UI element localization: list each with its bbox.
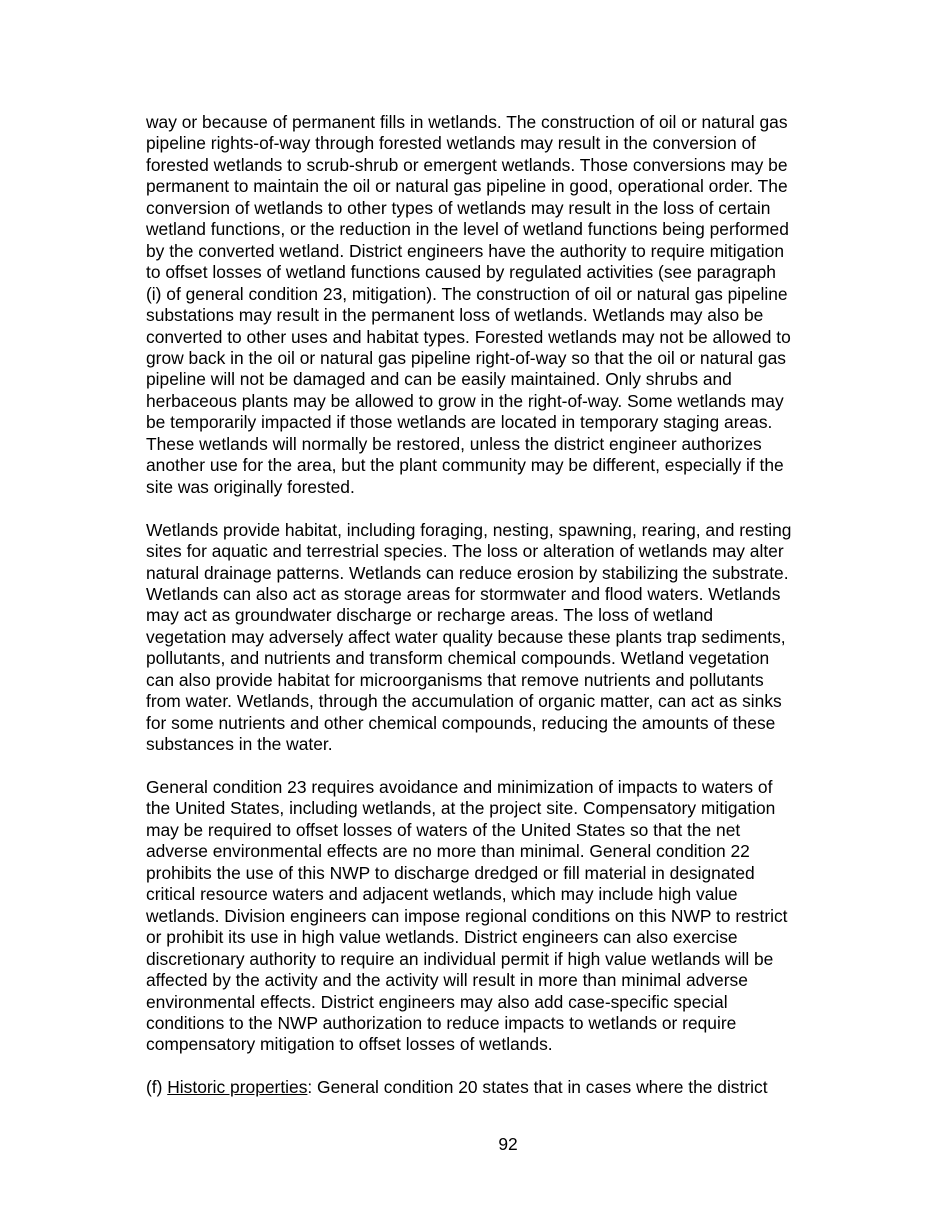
section-prefix: (f): [146, 1077, 168, 1098]
text-line: grow back in the oil or natural gas pipeline right-of-way so that the oil or natural gas: [146, 347, 786, 368]
text-line: (i) of general condition 23, mitigation). The construction of oil or natural gas pipeline: [146, 283, 788, 304]
text-line: natural drainage patterns. Wetlands can reduce erosion by stabilizing the substrate.: [146, 562, 789, 583]
text-line: to offset losses of wetland functions caused by regulated activities (see paragraph: [146, 262, 776, 283]
text-line: pollutants, and nutrients and transform chemical compounds. Wetland vegetation: [146, 648, 770, 669]
text-line: site was originally forested.: [146, 476, 355, 497]
text-line: be temporarily impacted if those wetlands are located in temporary staging areas.: [146, 412, 773, 433]
text-line: conversion of wetlands to other types of wetlands may result in the loss of certain: [146, 197, 771, 218]
text-line: the United States, including wetlands, at the project site. Compensatory mitigation: [146, 798, 776, 819]
text-line: or prohibit its use in high value wetlands. District engineers can also exercise: [146, 927, 738, 948]
text-line: affected by the activity and the activity will result in more than minimal adverse: [146, 970, 748, 991]
text-line: may act as groundwater discharge or recharge areas. The loss of wetland: [146, 605, 714, 626]
text-line: herbaceous plants may be allowed to grow in the right-of-way. Some wetlands may: [146, 390, 784, 411]
text-line: permanent to maintain the oil or natural gas pipeline in good, operational order. The: [146, 176, 788, 197]
text-line: These wetlands will normally be restored, unless the district engineer authorizes: [146, 433, 762, 454]
text-line: critical resource waters and adjacent wetlands, which may include high value: [146, 884, 738, 905]
text-line: way or because of permanent fills in wetlands. The construction of oil or natural gas: [146, 112, 788, 132]
text-line: can also provide habitat for microorganisms that remove nutrients and pollutants: [146, 669, 764, 690]
text-line: compensatory mitigation to offset losses of wetlands.: [146, 1034, 553, 1055]
paragraph-gap: [146, 756, 840, 777]
text-line: wetlands. Division engineers can impose regional conditions on this NWP to restrict: [146, 905, 788, 926]
text-line: conditions to the NWP authorization to reduce impacts to wetlands or require: [146, 1013, 737, 1033]
text-line: wetland functions, or the reduction in the level of wetland functions being performed: [146, 219, 789, 240]
text-line: may be required to offset losses of waters of the United States so that the net: [146, 819, 741, 840]
paragraph-gap: [146, 498, 840, 519]
document-body: [146, 112, 840, 1099]
text-line: discretionary authority to require an individual permit if high value wetlands will be: [146, 948, 774, 969]
text-line: environmental effects. District engineers may also add case-specific special: [146, 991, 728, 1012]
text-line: pipeline will not be damaged and can be easily maintained. Only shrubs and: [146, 369, 732, 390]
paragraph-wetland-functions: [146, 520, 840, 756]
text-line: vegetation may adversely affect water quality because these plants trap sediments,: [146, 626, 786, 647]
section-heading-historic-properties: Historic properties: [167, 1077, 308, 1098]
text-line: sites for aquatic and terrestrial species. The loss or alteration of wetlands may alter: [146, 541, 784, 562]
text-line: Wetlands can also act as storage areas for stormwater and flood waters. Wetlands: [146, 583, 781, 604]
text-line: for some nutrients and other chemical compounds, reducing the amounts of these: [146, 712, 776, 733]
text-line: from water. Wetlands, through the accumulation of organic matter, can act as sinks: [146, 691, 782, 712]
paragraph-gap: [146, 1056, 840, 1077]
text-line: forested wetlands to scrub-shrub or emergent wetlands. Those conversions may be: [146, 154, 788, 175]
text-line: converted to other uses and habitat types. Forested wetlands may not be allowed to: [146, 326, 791, 347]
text-line: substances in the water.: [146, 734, 333, 755]
text-line: substations may result in the permanent loss of wetlands. Wetlands may also be: [146, 305, 764, 326]
text-line: Wetlands provide habitat, including foraging, nesting, spawning, rearing, and resting: [146, 519, 792, 540]
text-line: adverse environmental effects are no more than minimal. General condition 22: [146, 841, 750, 862]
text-line: another use for the area, but the plant community may be different, especially if the: [146, 455, 784, 476]
paragraph-historic-properties: [146, 1077, 840, 1098]
text-line: [146, 1077, 840, 1098]
text-line: prohibits the use of this NWP to discharge dredged or fill material in designated: [146, 862, 755, 883]
page-number: 92: [498, 1134, 518, 1154]
text-line: by the converted wetland. District engineers have the authority to require mitigation: [146, 240, 785, 261]
paragraph-pipeline-wetland-conversion: [146, 112, 840, 498]
text-line: pipeline rights-of-way through forested wetlands may result in the conversion of: [146, 133, 756, 154]
text-line: General condition 23 requires avoidance and minimization of impacts to waters of: [146, 777, 773, 798]
paragraph-general-conditions: [146, 777, 840, 1056]
section-text: : General condition 20 states that in cases where the district: [307, 1077, 768, 1098]
